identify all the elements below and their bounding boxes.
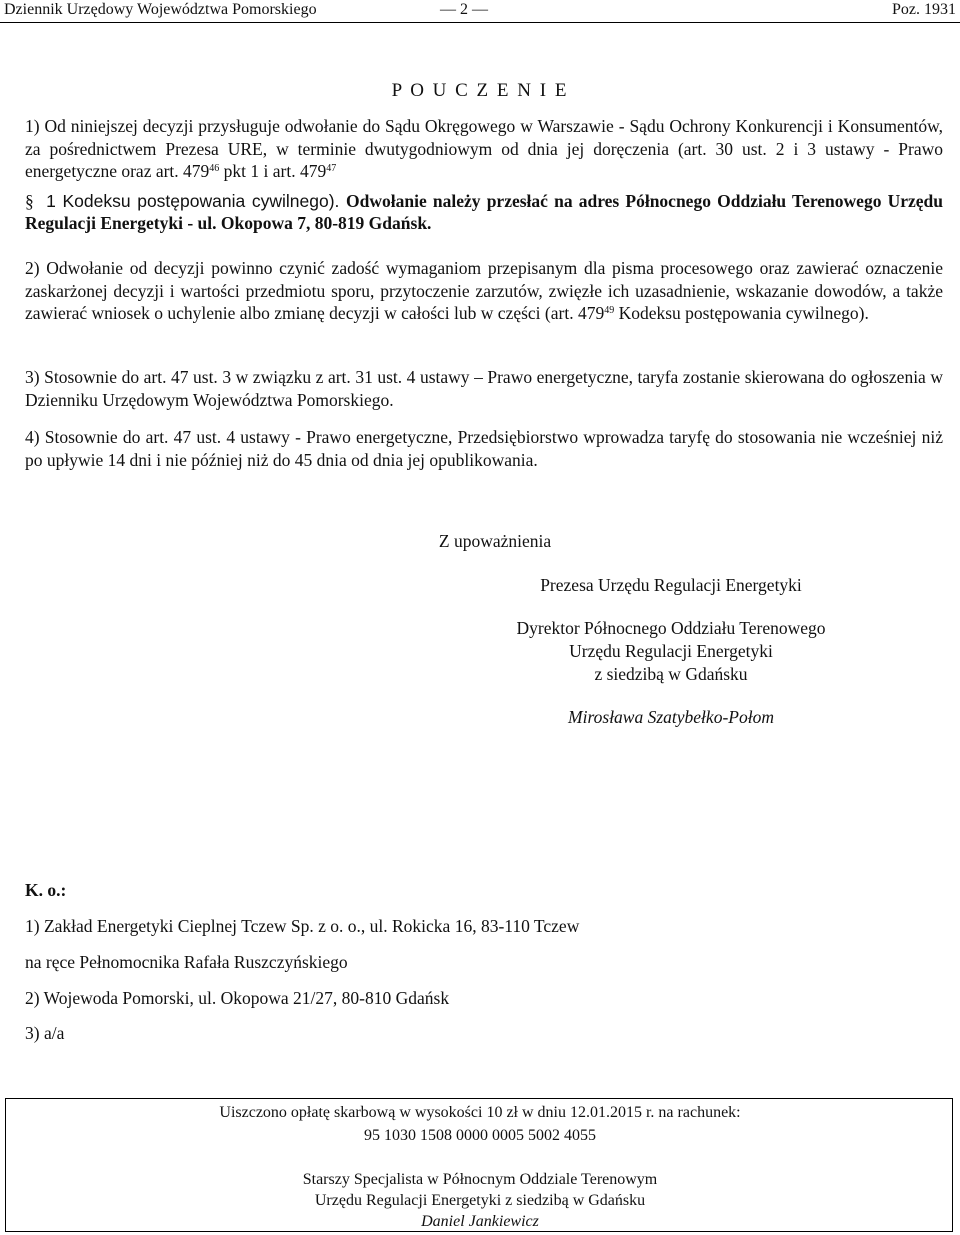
page-header — [0, 0, 960, 23]
authority-president-title: Prezesa Urzędu Regulacji Energetyki — [540, 575, 802, 595]
recipient-2: 2) Wojewoda Pomorski, ul. Okopowa 21/27, 80-810 Gdańsk — [25, 988, 450, 1008]
position-number: Poz. 1931 — [892, 1, 956, 18]
paragraph-1-text-c: 1 Kodeksu postępowania cywilnego). — [46, 190, 347, 211]
paragraph-2-text-b: Kodeksu postępowania cywilnego). — [614, 303, 869, 323]
superscript-49: 49 — [604, 305, 615, 316]
paragraph-2-text-a: 2) Odwołanie od decyzji powinno czynić zadość wymaganiom przepisanym dla pisma procesowego oraz zawierać oznaczenie zaskarżonej decyzji i wartości przedmiotu sporu, przytoczenie zarzutów, zwięzłe ich uzasadnienie, wskazanie dowodów, a także zawierać wniosek o uchylenie albo zmianę decyzji w całości lub w części (art. 479 — [25, 258, 943, 323]
recipient-3: 3) a/a — [25, 1023, 65, 1043]
superscript-47: 47 — [326, 163, 337, 174]
paragraph-1 — [25, 115, 943, 235]
paragraph-1-text-b: pkt 1 i art. 479 — [219, 161, 327, 181]
recipient-1: 1) Zakład Energetyki Cieplnej Tczew Sp. z o. o., ul. Rokicka 16, 83-110 Tczew — [25, 916, 580, 936]
paragraph-2 — [25, 257, 943, 325]
paragraph-1-text-a: 1) Od niniejszej decyzji przysługuje odwołanie do Sądu Okręgowego w Warszawie - Sądu Ochrony Konkurencji i Konsumentów, za pośrednictwem Prezesa URE, w terminie dwutygodniowym od dnia jej doręczenia (art. 30 ust. 2 i 3 ustawy - Prawo energetyczne oraz art. 479 — [25, 116, 943, 181]
recipient-1-attention: na ręce Pełnomocnika Rafała Ruszczyńskiego — [25, 952, 348, 972]
specialist-title: Starszy Specjalista w Północnym Oddziale Terenowym — [302, 1171, 658, 1188]
office-name: Urzędu Regulacji Energetyki — [569, 641, 773, 661]
distribution-label: K. o.: — [25, 880, 67, 900]
director-title: Dyrektor Północnego Oddziału Terenowego — [516, 618, 826, 638]
specialist-signature: Daniel Jankiewicz — [421, 1213, 539, 1230]
authorization-line: Z upoważnienia — [438, 531, 552, 551]
appeal-address: Odwołanie należy przesłać na adres Północnego Oddziału Terenowego Urzędu Regulacji Energetyki - ul. Okopowa 7, 80-819 Gdańsk. — [25, 190, 944, 233]
page-number: — 2 — — [440, 1, 488, 18]
specialist-office: Urzędu Regulacji Energetyki z siedzibą w Gdańsku — [314, 1192, 646, 1209]
fee-statement: Uiszczono opłatę skarbową w wysokości 10 zł w dniu 12.01.2015 r. na rachunek: — [219, 1104, 741, 1121]
paragraph-3: 3) Stosownie do art. 47 ust. 3 w związku z art. 31 ust. 4 ustawy – Prawo energetyczne, taryfa zostanie skierowana do ogłoszenia w Dzienniku Urzędowym Województwa Pomorskiego. — [25, 367, 943, 410]
journal-name: Dziennik Urzędowy Województwa Pomorskiego — [4, 1, 317, 18]
office-seat: z siedzibą w Gdańsku — [594, 664, 748, 684]
paragraph-4: 4) Stosownie do art. 47 ust. 4 ustawy - Prawo energetyczne, Przedsiębiorstwo wprowadza taryfę do stosowania nie wcześniej niż po upływie 14 dni i nie później niż do 45 dnia od dnia jej opublikowania. — [25, 427, 943, 470]
director-signature: Mirosława Szatybełko-Połom — [568, 707, 774, 727]
superscript-46: 46 — [209, 163, 220, 174]
bank-account: 95 1030 1508 0000 0005 5002 4055 — [364, 1127, 596, 1144]
section-symbol: § — [25, 190, 34, 211]
document-title: P O U C Z E N I E — [391, 80, 569, 101]
